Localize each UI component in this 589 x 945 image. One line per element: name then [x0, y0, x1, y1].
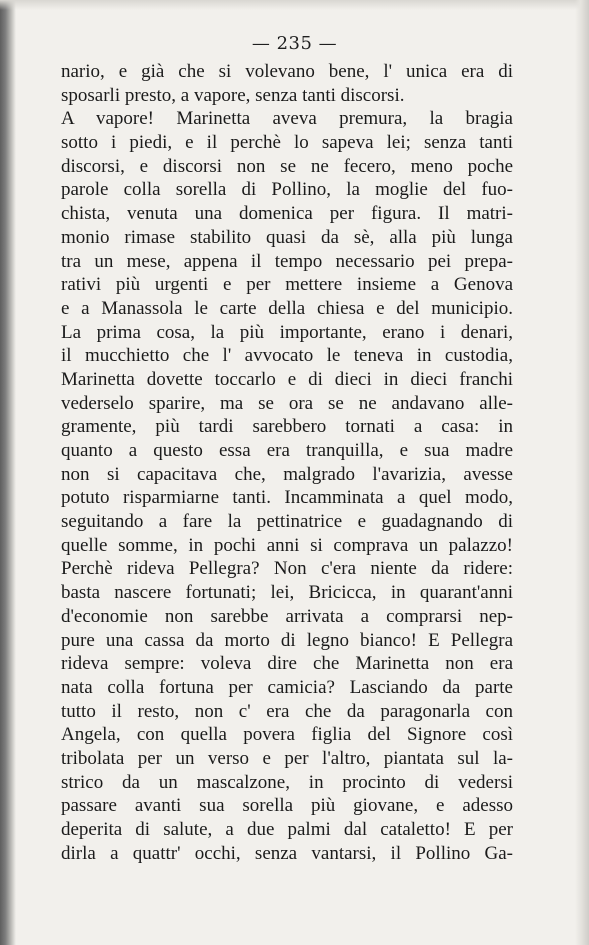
text-line: Perchè rideva Pellegra? Non c'era niente da ridere:: [61, 558, 513, 580]
text-line: e a Manassola le carte della chiesa e del municipio.: [61, 297, 513, 319]
text-line: parole colla sorella di Pollino, la moglie del fuo-: [61, 179, 513, 201]
text-line: seguitando a fare la pettinatrice e guadagnando di: [61, 511, 513, 533]
text-line: chista, venuta una domenica per figura. Il matri-: [61, 203, 513, 225]
text-line: tribolata per un verso e per l'altro, piantata sul la-: [61, 747, 513, 769]
text-line: quelle somme, in pochi anni si comprava un palazzo!: [61, 534, 513, 556]
text-line: basta nascere fortunati; lei, Bricicca, in quarant'anni: [61, 582, 513, 604]
top-edge-shadow: [0, 0, 589, 10]
text-line: A vapore! Marinetta aveva premura, la bragia: [61, 108, 513, 130]
right-edge-shadow: [575, 0, 589, 945]
text-line: rideva sempre: voleva dire che Marinetta non era: [61, 653, 513, 675]
text-line: il mucchietto che l' avvocato le teneva in custodia,: [61, 345, 513, 367]
text-line: monio rimase stabilito quasi da sè, alla più lunga: [61, 226, 513, 248]
text-line: strico da un mascalzone, in procinto di vedersi: [61, 771, 513, 793]
text-line: sotto i piedi, e il perchè lo sapeva lei; senza tanti: [61, 132, 513, 154]
text-line: tra un mese, appena il tempo necessario pei prepa-: [61, 250, 513, 272]
text-line: deperita di salute, a due palmi dal cataletto! E per: [61, 819, 513, 840]
text-line: d'economie non sarebbe arrivata a comprarsi nep-: [61, 605, 513, 627]
text-line: discorsi, e discorsi non se ne fecero, meno poche: [61, 155, 513, 177]
text-line: nario, e già che si volevano bene, l' unica era di: [61, 61, 513, 82]
page-number: — 235 —: [251, 33, 338, 54]
text-line: Angela, con quella povera figlia del Signore così: [61, 724, 513, 746]
text-line: La prima cosa, la più importante, erano i denari,: [61, 321, 513, 343]
text-line: passare avanti sua sorella più giovane, e adesso: [61, 795, 513, 817]
text-line: nata colla fortuna per camicia? Lasciando da parte: [61, 676, 513, 698]
text-line: sposarli presto, a vapore, senza tanti discorsi.: [61, 84, 405, 106]
text-line: vederselo sparire, ma se ora se ne andavano alle-: [61, 392, 513, 414]
text-line: rativi più urgenti e per mettere insieme a Genova: [61, 274, 513, 296]
text-line: quanto a questo essa era tranquilla, e sua madre: [61, 440, 513, 461]
text-line: dirla a quattr' occhi, senza vantarsi, il Pollino Ga-: [61, 842, 513, 864]
text-line: Marinetta dovette toccarlo e di dieci in dieci franchi: [61, 368, 513, 390]
text-line: pure una cassa da morto di legno bianco! E Pellegra: [61, 629, 513, 651]
body-text: [61, 60, 513, 865]
text-line: non si capacitava che, malgrado l'avarizia, avesse: [61, 463, 513, 485]
book-spine-shadow: [0, 0, 16, 945]
text-line: potuto risparmiarne tanti. Incamminata a quel modo,: [61, 487, 513, 509]
text-line: gramente, più tardi sarebbero tornati a casa: in: [61, 416, 513, 438]
text-line: tutto il resto, non c' era che da paragonarla con: [61, 700, 513, 722]
